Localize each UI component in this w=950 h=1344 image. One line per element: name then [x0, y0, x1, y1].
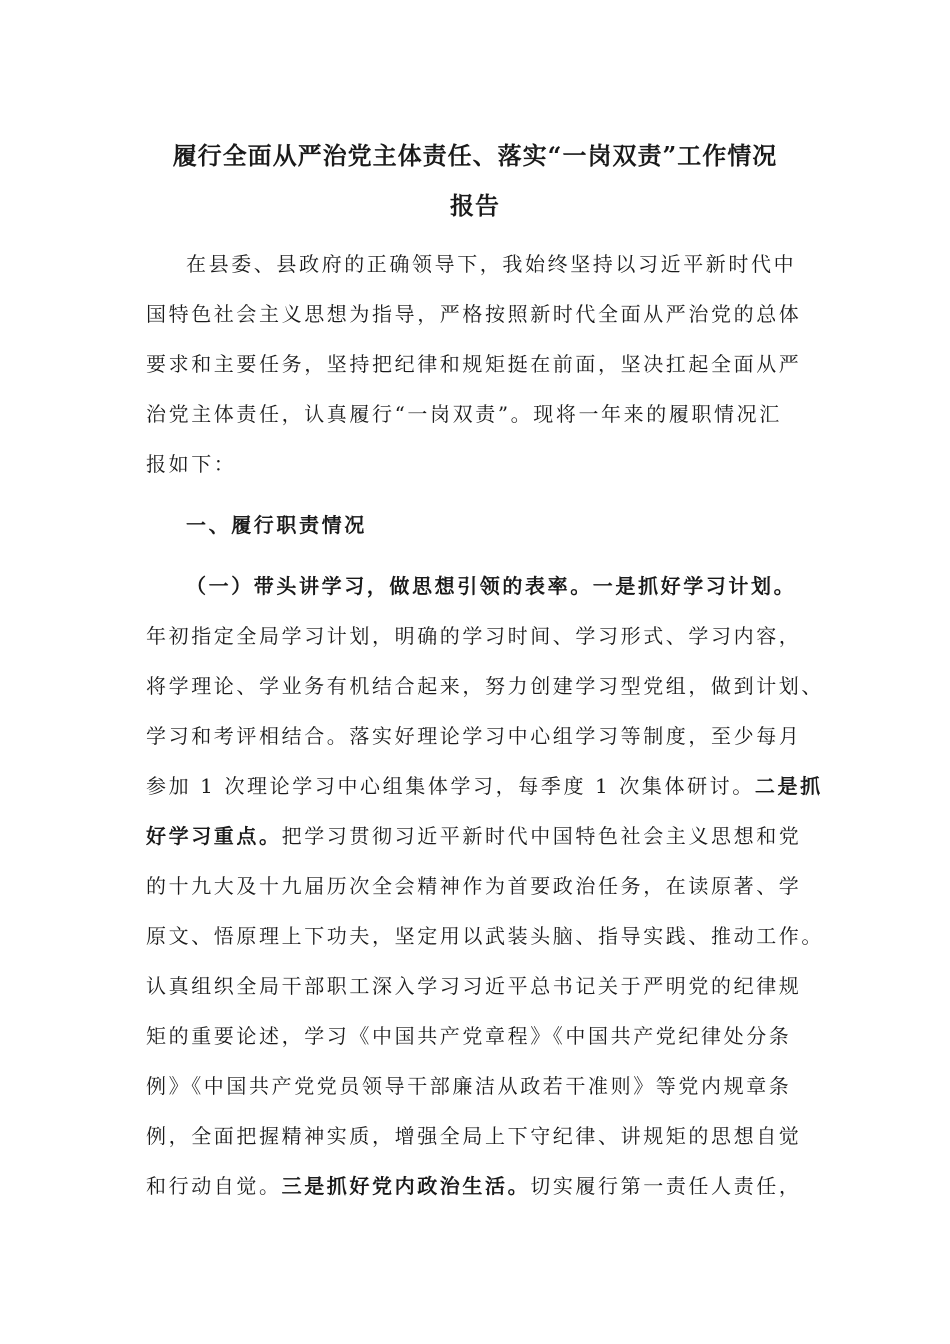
body-line [146, 822, 806, 850]
body-line: 将学理论、学业务有机结合起来，努力创建学习型党组，做到计划、 [146, 674, 824, 698]
body-text: 切实履行第一责任人责任， [530, 1174, 802, 1198]
body-line: 例》《中国共产党党员领导干部廉洁从政若干准则》等党内规章条 [146, 1074, 792, 1098]
body-bold-text: 好学习重点。 [146, 824, 282, 848]
document-title-line-1: 履行全面从严治党主体责任、落实“一岗双责”工作情况 [172, 141, 778, 170]
body-bold-text: 二是抓 [754, 774, 823, 798]
body-text: 和行动自觉。 [146, 1174, 282, 1198]
document-title-line-2: 报告 [450, 191, 500, 220]
body-text: 参加 1 次理论学习中心组集体学习，每季度 1 次集体研讨。 [146, 774, 755, 798]
body-line: 例，全面把握精神实质，增强全局上下守纪律、讲规矩的思想自觉 [146, 1124, 802, 1148]
body-line: 学习和考评相结合。落实好理论学习中心组学习等制度，至少每月 [146, 724, 802, 748]
intro-line-5: 报如下： [146, 452, 237, 476]
body-line: 原文、悟原理上下功夫，坚定用以武装头脑、指导实践、推动工作。 [146, 924, 824, 948]
body-text: 把学习贯彻习近平新时代中国特色社会主义思想和党 [281, 824, 802, 848]
body-line: 认真组织全局干部职工深入学习习近平总书记关于严明党的纪律规 [146, 974, 802, 998]
body-line: 的十九大及十九届历次全会精神作为首要政治任务，在读原著、学 [146, 874, 802, 898]
intro-line-4: 治党主体责任，认真履行“一岗双责”。现将一年来的履职情况汇 [146, 402, 782, 426]
subsection-heading: （一）带头讲学习，做思想引领的表率。一是抓好学习计划。 [186, 574, 797, 598]
body-line [146, 1172, 806, 1200]
body-line [146, 772, 823, 800]
intro-line-1: 在县委、县政府的正确领导下，我始终坚持以习近平新时代中 [186, 252, 797, 276]
body-line: 矩的重要论述，学习《中国共产党章程》《中国共产党纪律处分条 [146, 1024, 792, 1048]
body-bold-text: 三是抓好党内政治生活。 [281, 1174, 531, 1198]
intro-line-3: 要求和主要任务，坚持把纪律和规矩挺在前面，坚决扛起全面从严 [146, 352, 802, 376]
section-heading: 一、履行职责情况 [186, 513, 367, 537]
intro-line-2: 国特色社会主义思想为指导，严格按照新时代全面从严治党的总体 [146, 302, 802, 326]
body-line: 年初指定全局学习计划，明确的学习时间、学习形式、学习内容， [146, 624, 802, 648]
